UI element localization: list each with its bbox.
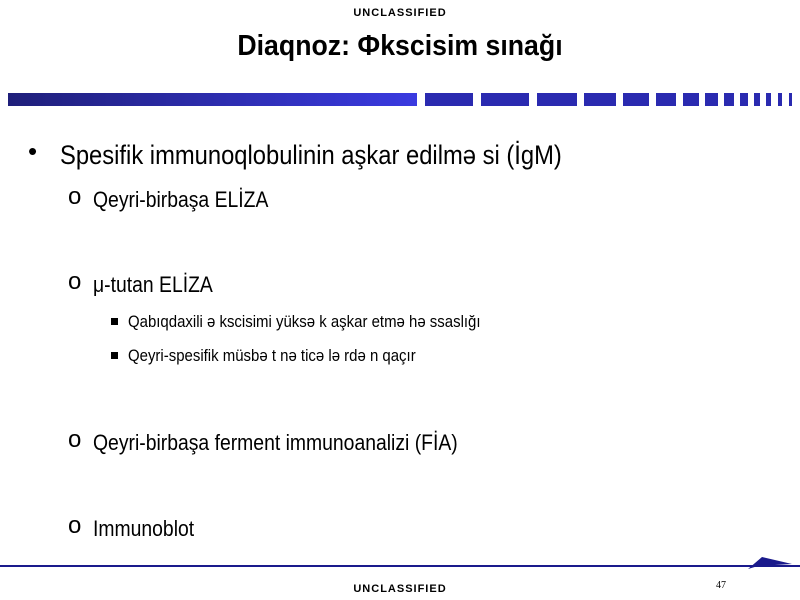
classification-header: UNCLASSIFIED xyxy=(353,7,447,19)
slide-title: Diaqnoz: Фkscisim sınağı xyxy=(237,30,563,62)
list-item: Immunoblot xyxy=(93,516,195,541)
bullet-circle-icon: o xyxy=(68,268,82,295)
bullet-dot-icon: • xyxy=(28,136,38,166)
footer-rule xyxy=(0,565,800,567)
list-item: Spesifik immunoqlobulinin aşkar edilmə si (İgM) xyxy=(60,140,562,170)
list-item: Qabıqdaxili ə kscisimi yüksə k aşkar etmə hə ssaslığı xyxy=(128,312,481,331)
bullet-circle-icon: o xyxy=(68,512,82,539)
bullet-circle-icon: o xyxy=(68,183,82,210)
bullet-circle-icon: o xyxy=(68,426,82,453)
page-number: 47 xyxy=(716,580,726,591)
bullet-square-icon xyxy=(111,318,118,325)
arrow-icon xyxy=(748,555,792,571)
list-item: Qeyri-spesifik müsbə t nə ticə lə rdə n qaçır xyxy=(128,346,416,365)
list-item: Qeyri-birbaşa ELİZA xyxy=(93,187,269,212)
classification-footer: UNCLASSIFIED xyxy=(353,583,447,595)
title-decoration-bar xyxy=(8,93,794,106)
list-item: μ-tutan ELİZA xyxy=(93,272,213,297)
bullet-square-icon xyxy=(111,352,118,359)
list-item: Qeyri-birbaşa ferment immunoanalizi (FİA) xyxy=(93,430,458,455)
